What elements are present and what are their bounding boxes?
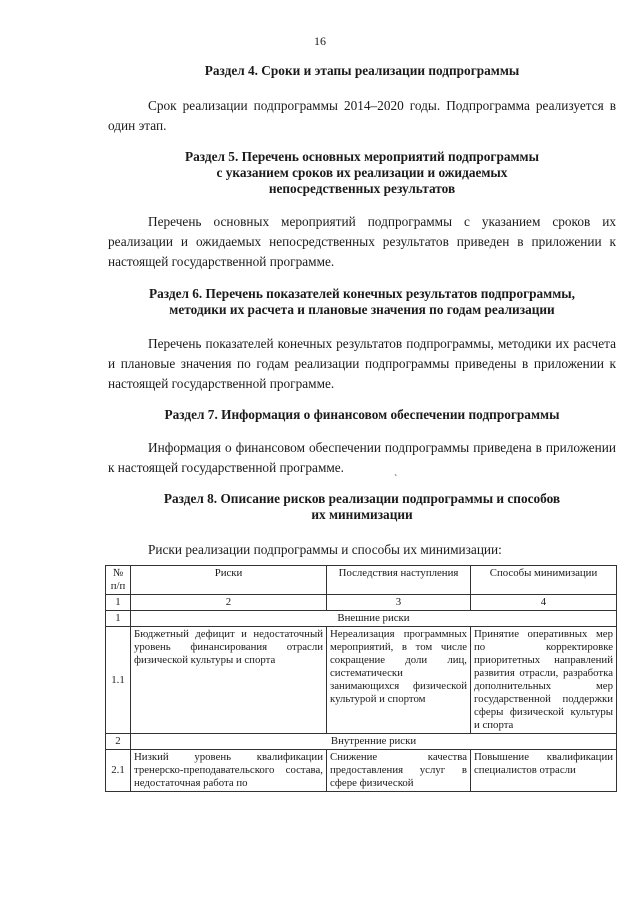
section-6-heading-line-2: методики их расчета и плановые значения по годам реализации <box>169 302 555 317</box>
section-4-heading: Раздел 4. Сроки и этапы реализации подпрограммы <box>204 63 520 78</box>
table-column-numbers-row <box>106 595 617 611</box>
section-6-heading-line-1: Раздел 6. Перечень показателей конечных результатов подпрограммы, <box>148 286 576 301</box>
section-5-heading-line-1: Раздел 5. Перечень основных мероприятий подпрограммы <box>185 149 539 164</box>
row-mitigation: Принятие оперативных мер по корректировке приоритетных направлений развития отрасли, разработка дополнительных мер государственной поддержки сферы физической культуры и спорта <box>471 627 617 734</box>
risks-table <box>105 565 617 792</box>
row-num: 2.1 <box>106 750 131 792</box>
row-risk: Низкий уровень квалификации тренерско-преподавательского состава, недостаточная работа по <box>131 750 327 792</box>
section-7-heading: Раздел 7. Информация о финансовом обеспечении подпрограммы <box>164 407 560 422</box>
header-mitigation: Способы минимизации <box>471 566 617 595</box>
group-num: 1 <box>106 611 131 627</box>
table-row <box>106 627 617 734</box>
row-risk: Бюджетный дефицит и недостаточный уровень финансирования отрасли физической культуры и спорта <box>131 627 327 734</box>
table-header-row <box>106 566 617 595</box>
group-num: 2 <box>106 734 131 750</box>
group-label: Внутренние риски <box>131 734 617 750</box>
section-5-text: Перечень основных мероприятий подпрограммы с указанием сроков их реализации и ожидаемых непосредственных результатов приведен в приложении к настоящей государственной программе. <box>108 214 616 269</box>
row-num: 1.1 <box>106 627 131 734</box>
section-8-heading-line-1: Раздел 8. Описание рисков реализации подпрограммы и способов <box>163 491 561 506</box>
col-number: 2 <box>131 595 327 611</box>
header-num: № п/п <box>106 566 131 595</box>
col-number: 1 <box>106 595 131 611</box>
risks-intro: Риски реализации подпрограммы и способы их минимизации: <box>148 542 502 557</box>
row-consequence: Нереализация программных мероприятий, в том числе сокращение доли лиц, систематически занимающихся физической культурой и спортом <box>327 627 471 734</box>
row-consequence: Снижение качества предоставления услуг в сфере физической <box>327 750 471 792</box>
header-risks: Риски <box>131 566 327 595</box>
section-6-heading <box>108 286 616 318</box>
section-8-heading <box>108 491 616 523</box>
section-7-text: Информация о финансовом обеспечении подпрограммы приведена в приложении к настоящей государственной программе. <box>108 440 616 475</box>
col-number: 3 <box>327 595 471 611</box>
section-6-text: Перечень показателей конечных результатов подпрограммы, методики их расчета и плановые значения по годам реализации подпрограммы приведены в приложении к настоящей государственной программе. <box>108 336 616 391</box>
section-8-heading-line-2: их минимизации <box>311 507 413 522</box>
col-number: 4 <box>471 595 617 611</box>
section-4-text: Срок реализации подпрограммы 2014–2020 годы. Подпрограмма реализуется в один этап. <box>108 98 616 133</box>
table-group-row <box>106 734 617 750</box>
page-number: 16 <box>314 34 326 48</box>
section-5-heading <box>108 149 616 197</box>
section-5-heading-line-3: непосредственных результатов <box>268 181 456 196</box>
section-5-heading-line-2: с указанием сроков их реализации и ожидаемых <box>216 165 508 180</box>
table-group-row <box>106 611 617 627</box>
stray-mark: ` <box>394 474 398 485</box>
row-mitigation: Повышение квалификации специалистов отрасли <box>471 750 617 792</box>
table-row <box>106 750 617 792</box>
group-label: Внешние риски <box>131 611 617 627</box>
header-consequences: Последствия наступления <box>327 566 471 595</box>
